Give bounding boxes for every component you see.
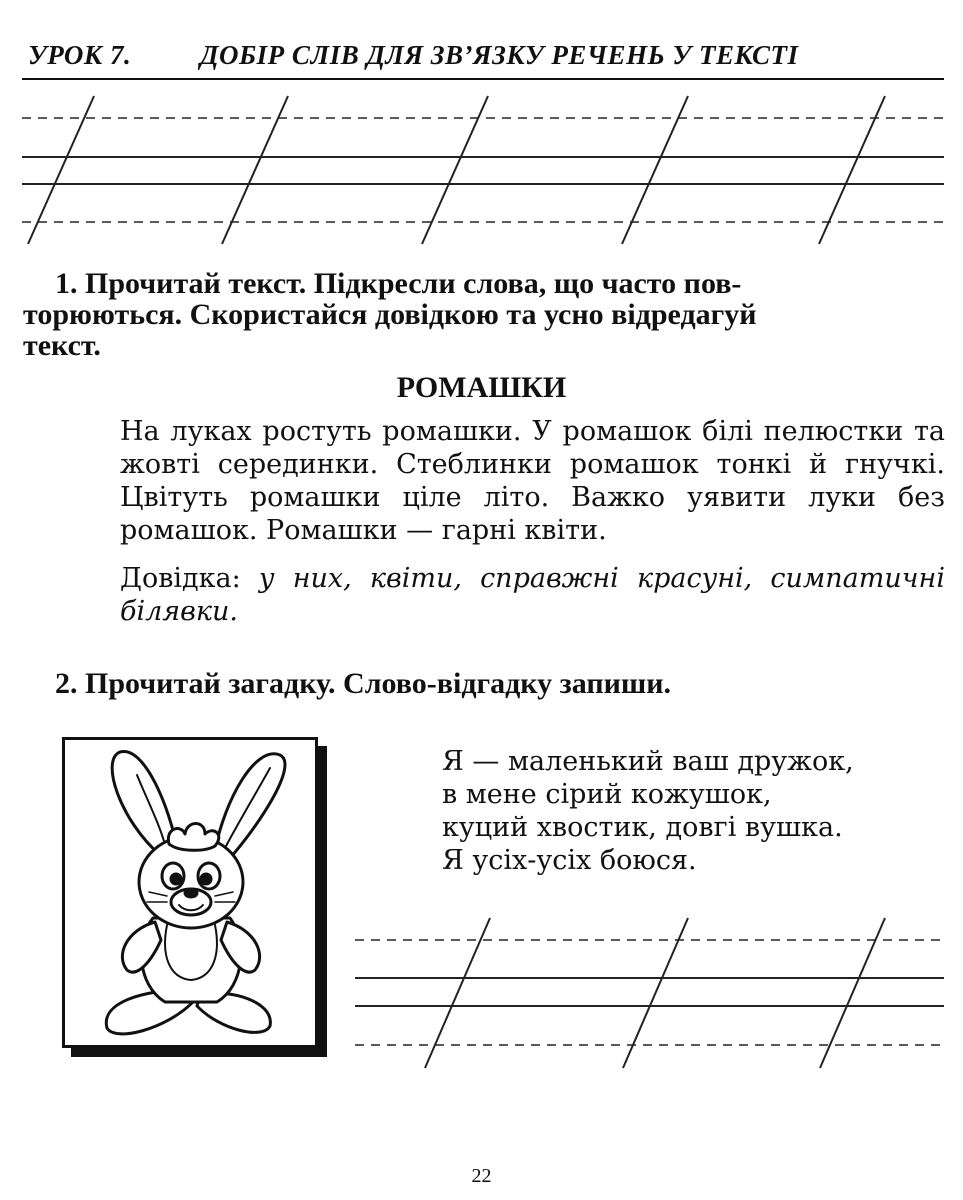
task-1-line-2: торюються. Скористайся довідкою та усно відредагуй [23, 298, 757, 331]
reference-label: Довідка: [120, 563, 241, 594]
reference-words: у них, квіти, справжні красуні, симпатичні білявки. [120, 563, 945, 627]
riddle-line-2: в мене сірий кожушок, [442, 779, 772, 810]
riddle-line-4: Я усіх-усіх боюся. [442, 845, 697, 876]
lesson-title: ДОБІР СЛІВ ДЛЯ ЗВ’ЯЗКУ РЕЧЕНЬ У ТЕКСТІ [200, 40, 799, 70]
task-1-line-3: текст. [23, 329, 101, 362]
lesson-number: УРОК 7. [28, 40, 132, 70]
riddle-line-3: куций хвостик, довгі вушка. [442, 812, 843, 843]
task-2-instruction: 2. Прочитай загадку. Слово-відгадку запиши. [55, 667, 671, 700]
riddle-line-1: Я — маленький ваш дружок, [442, 746, 854, 777]
reading-text: На луках ростуть ромашки. У ромашок білі пелюстки та жовті серединки. Стеблинки ромашок тонкі й гнучкі. Цвітуть ромашки ціле літо. Важко уявити луки без ромашок. Ромашки — гарні квіти. [120, 416, 945, 546]
text-title: РОМАШКИ [396, 371, 567, 404]
task-1-line-1: 1. Прочитай текст. Підкресли слова, що часто пов- [55, 267, 742, 300]
page-number: 22 [471, 1165, 492, 1187]
